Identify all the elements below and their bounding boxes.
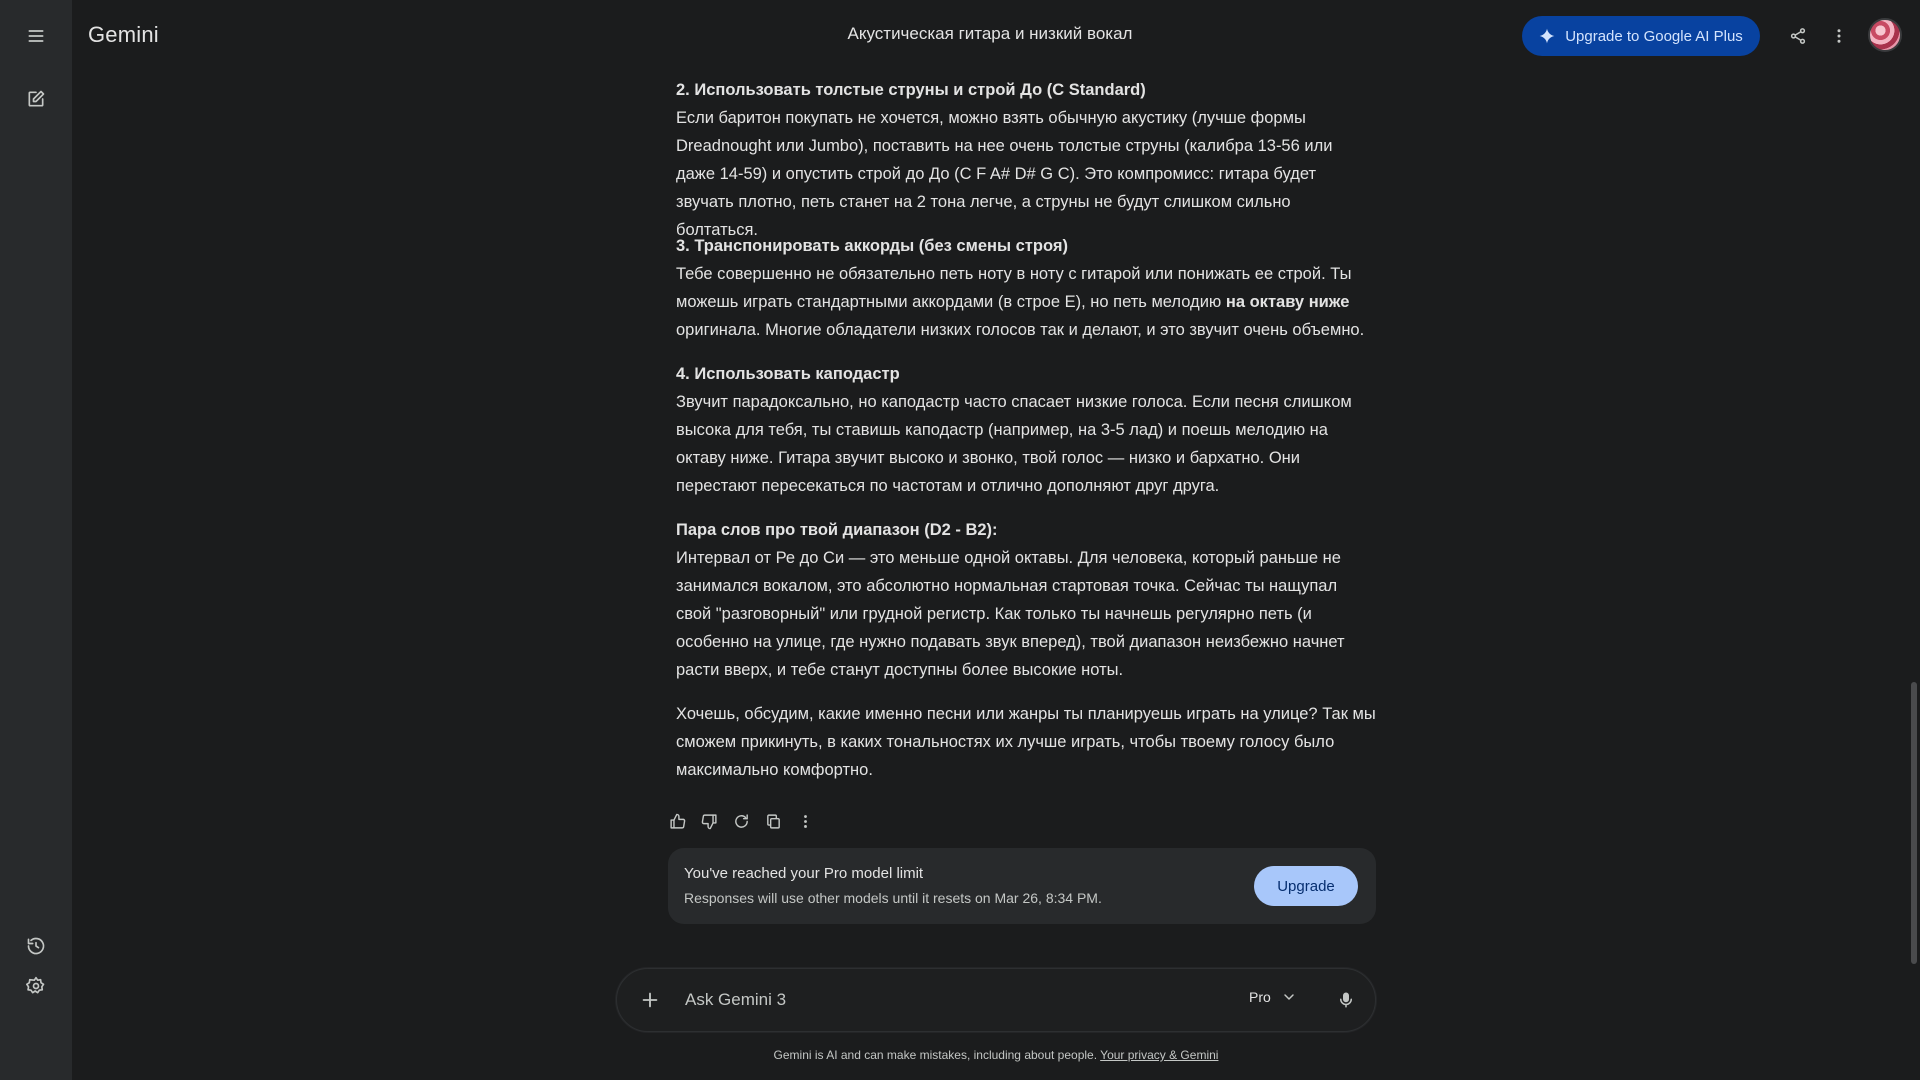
response-section <box>676 700 1376 784</box>
limit-subtitle: Responses will use other models until it resets on Mar 26, 8:34 PM. <box>684 890 1102 906</box>
section-text: Интервал от Ре до Си — это меньше одной октавы. Для человека, который раньше не занимался вокалом, это абсолютно нормальная стартовая точка. Сейчас ты нащупал свой "разговорный" или грудной регистр. Как только ты начнешь регулярно петь (и особенно на улице, где нужно подавать звук вперед), твой диапазон неизбежно начнет расти вверх, и тебе станут доступны более высокие ноты. <box>676 549 1345 679</box>
disclaimer-text: Gemini is AI and can make mistakes, including about people. <box>773 1048 1101 1062</box>
section-heading: 4. Использовать каподастр <box>676 365 900 383</box>
prompt-composer <box>616 968 1376 1032</box>
section-heading: Пара слов про твой диапазон (D2 - B2): <box>676 521 998 539</box>
section-heading: 2. Использовать толстые струны и строй До (C Standard) <box>676 81 1146 99</box>
add-attachment-icon[interactable] <box>637 987 663 1013</box>
microphone-icon[interactable] <box>1333 987 1359 1013</box>
regenerate-icon[interactable] <box>732 812 750 830</box>
thumbs-down-icon[interactable] <box>700 812 718 830</box>
upgrade-button[interactable]: Upgrade <box>1254 866 1358 906</box>
section-text: Звучит парадоксально, но каподастр часто спасает низкие голоса. Если песня слишком высока для тебя, ты ставишь каподастр (например, на 3-5 лад) и поешь мелодию на октаву ниже. Гитара звучит высоко и звонко, твой голос — низко и бархатно. Они перестают пересекаться по частотам и отлично дополняют друг друга. <box>676 393 1352 495</box>
section-heading: 3. Транспонировать аккорды (без смены строя) <box>676 237 1068 255</box>
section-text: Тебе совершенно не обязательно петь ноту в ноту с гитарой или понижать ее строй. Ты можешь играть стандартными аккордами (в строе E), но петь мелодию <box>676 265 1352 311</box>
avatar[interactable] <box>1868 18 1902 52</box>
new-chat-icon[interactable] <box>18 81 54 117</box>
more-options-icon[interactable] <box>796 812 814 830</box>
response-actions <box>668 812 814 830</box>
upgrade-plan-button[interactable] <box>1522 16 1760 56</box>
model-selector[interactable] <box>1249 989 1297 1005</box>
limit-title: You've reached your Pro model limit <box>684 865 924 882</box>
sidebar-rail <box>0 0 72 1080</box>
response-section <box>676 516 1376 684</box>
scrollbar[interactable] <box>1908 0 1920 1080</box>
response-section <box>676 232 1376 344</box>
thumbs-up-icon[interactable] <box>668 812 686 830</box>
response-section <box>676 76 1376 244</box>
model-limit-notice <box>668 848 1376 924</box>
share-icon[interactable] <box>1782 20 1814 52</box>
prompt-input[interactable] <box>683 985 1203 1015</box>
copy-icon[interactable] <box>764 812 782 830</box>
section-text-bold: на октаву ниже <box>1225 293 1350 311</box>
menu-icon[interactable] <box>18 18 54 54</box>
upgrade-plan-label: Upgrade to Google AI Plus <box>1565 27 1743 45</box>
section-text: Если баритон покупать не хочется, можно взять обычную акустику (лучше формы Dreadnought или Jumbo), поставить на нее очень толстые струны (калибра 13-56 или даже 14-59) и опустить строй до До (C F A# D# G C). Это компромисс: гитара будет звучать плотно, петь станет на 2 тона легче, а струны не будут слишком сильно болтаться. <box>676 109 1333 239</box>
privacy-link[interactable]: Your privacy & Gemini <box>1100 1048 1219 1062</box>
section-text: оригинала. Многие обладатели низких голосов так и делают, и это звучит очень объемно. <box>676 321 1365 339</box>
app-logo[interactable]: Gemini <box>88 22 159 47</box>
section-text: Хочешь, обсудим, какие именно песни или жанры ты планируешь играть на улице? Так мы сможем прикинуть, в каких тональностях их лучше играть, чтобы твоему голосу было максимально комфортно. <box>676 705 1376 779</box>
disclaimer <box>616 1048 1376 1062</box>
model-label: Pro <box>1249 989 1271 1005</box>
chat-title: Акустическая гитара и низкий вокал <box>847 24 1133 43</box>
response-content <box>676 0 1376 790</box>
history-icon[interactable] <box>18 928 54 964</box>
response-section <box>676 360 1376 500</box>
scrollbar-thumb[interactable] <box>1911 682 1917 964</box>
sparkle-icon <box>1539 28 1555 44</box>
settings-icon[interactable] <box>18 968 54 1004</box>
chevron-down-icon <box>1281 989 1297 1005</box>
more-vert-icon[interactable] <box>1823 20 1855 52</box>
